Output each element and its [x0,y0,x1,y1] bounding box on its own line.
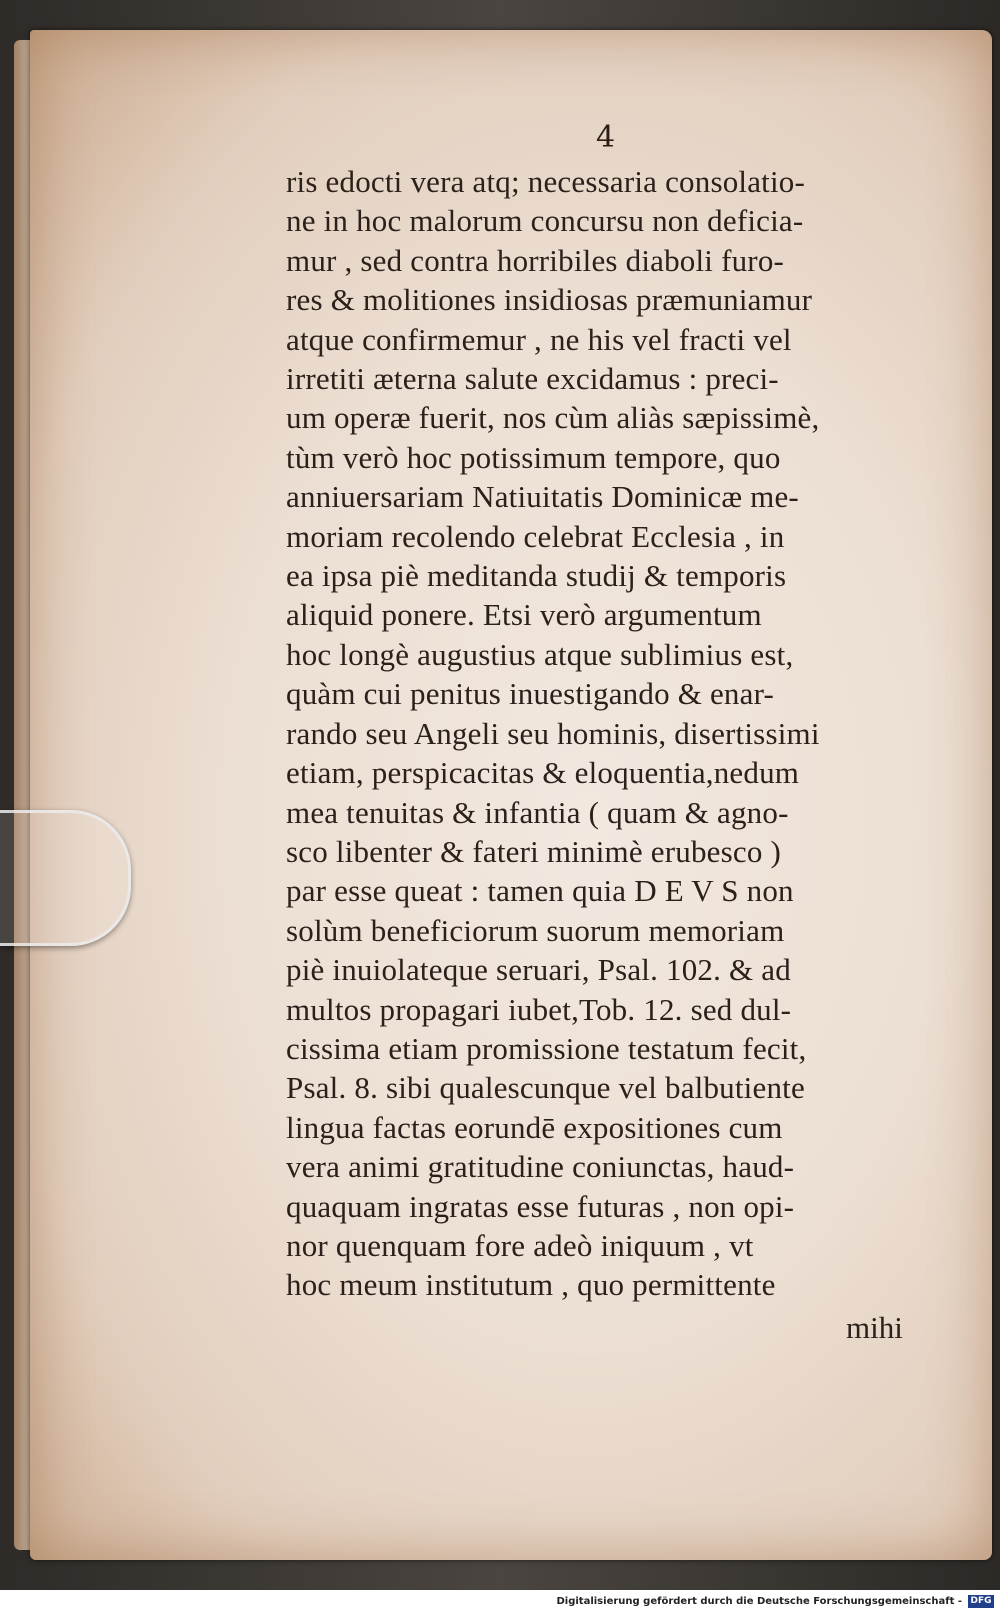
text-line: mur , sed contra horribiles diaboli furo- [286,242,785,278]
text-line: anniuersariam Natiuitatis Dominicæ me- [286,479,799,515]
body-text [286,162,926,1305]
text-line: irretiti æterna salute excidamus : preci- [286,361,779,397]
footer-bar [0,1590,1000,1615]
text-line: lingua factas eorundē expositiones cum [286,1109,783,1145]
page-number: 4 [596,120,616,155]
text-line: ris edocti vera atq; necessaria consolatio- [286,164,806,199]
text-line: par esse queat : tamen quia D E V S non [286,873,794,909]
text-line: quaquam ingratas esse futuras , non opi- [286,1188,795,1224]
text-line: um operæ fuerit, nos cùm aliàs sæpissimè, [286,400,820,436]
text-line: etiam, perspicacitas & eloquentia,nedum [286,755,800,791]
text-line: aliquid ponere. Etsi verò argumentum [286,597,762,633]
text-line: hoc meum institutum , quo permittente [286,1267,776,1303]
text-line: multos propagari iubet,Tob. 12. sed dul- [286,991,792,1027]
page-clip [0,810,131,946]
funding-notice: Digitalisierung gefördert durch die Deutsche Forschungsgemeinschaft - [556,1596,962,1607]
text-line: atque confirmemur , ne his vel fracti vel [286,321,792,357]
text-line: tùm verò hoc potissimum tempore, quo [286,439,781,475]
text-line: cissima etiam promissione testatum fecit, [286,1030,807,1066]
text-line: mea tenuitas & infantia ( quam & agno- [286,794,789,830]
text-line: hoc longè augustius atque sublimius est, [286,636,794,672]
text-line: nor quenquam fore adeò iniquum , vt [286,1227,754,1263]
text-line: moriam recolendo celebrat Ecclesia , in [286,518,785,554]
dfg-logo: DFG [968,1595,994,1608]
text-line: quàm cui penitus inuestigando & enar- [286,676,775,712]
text-line: Psal. 8. sibi qualescunque vel balbutiente [286,1070,805,1106]
text-line: vera animi gratitudine coniunctas, haud- [286,1149,795,1185]
text-line: solùm beneficiorum suorum memoriam [286,912,785,948]
text-line: res & molitiones insidiosas præmuniamur [286,282,813,318]
catchword: mihi [846,1310,903,1345]
text-line: sco libenter & fateri minimè erubesco ) [286,833,782,869]
text-line: ea ipsa piè meditanda studij & temporis [286,558,787,594]
text-line: piè inuiolateque seruari, Psal. 102. & ad [286,952,791,988]
text-line: ne in hoc malorum concursu non deficia- [286,203,804,239]
text-line: rando seu Angeli seu hominis, disertissimi [286,715,820,751]
